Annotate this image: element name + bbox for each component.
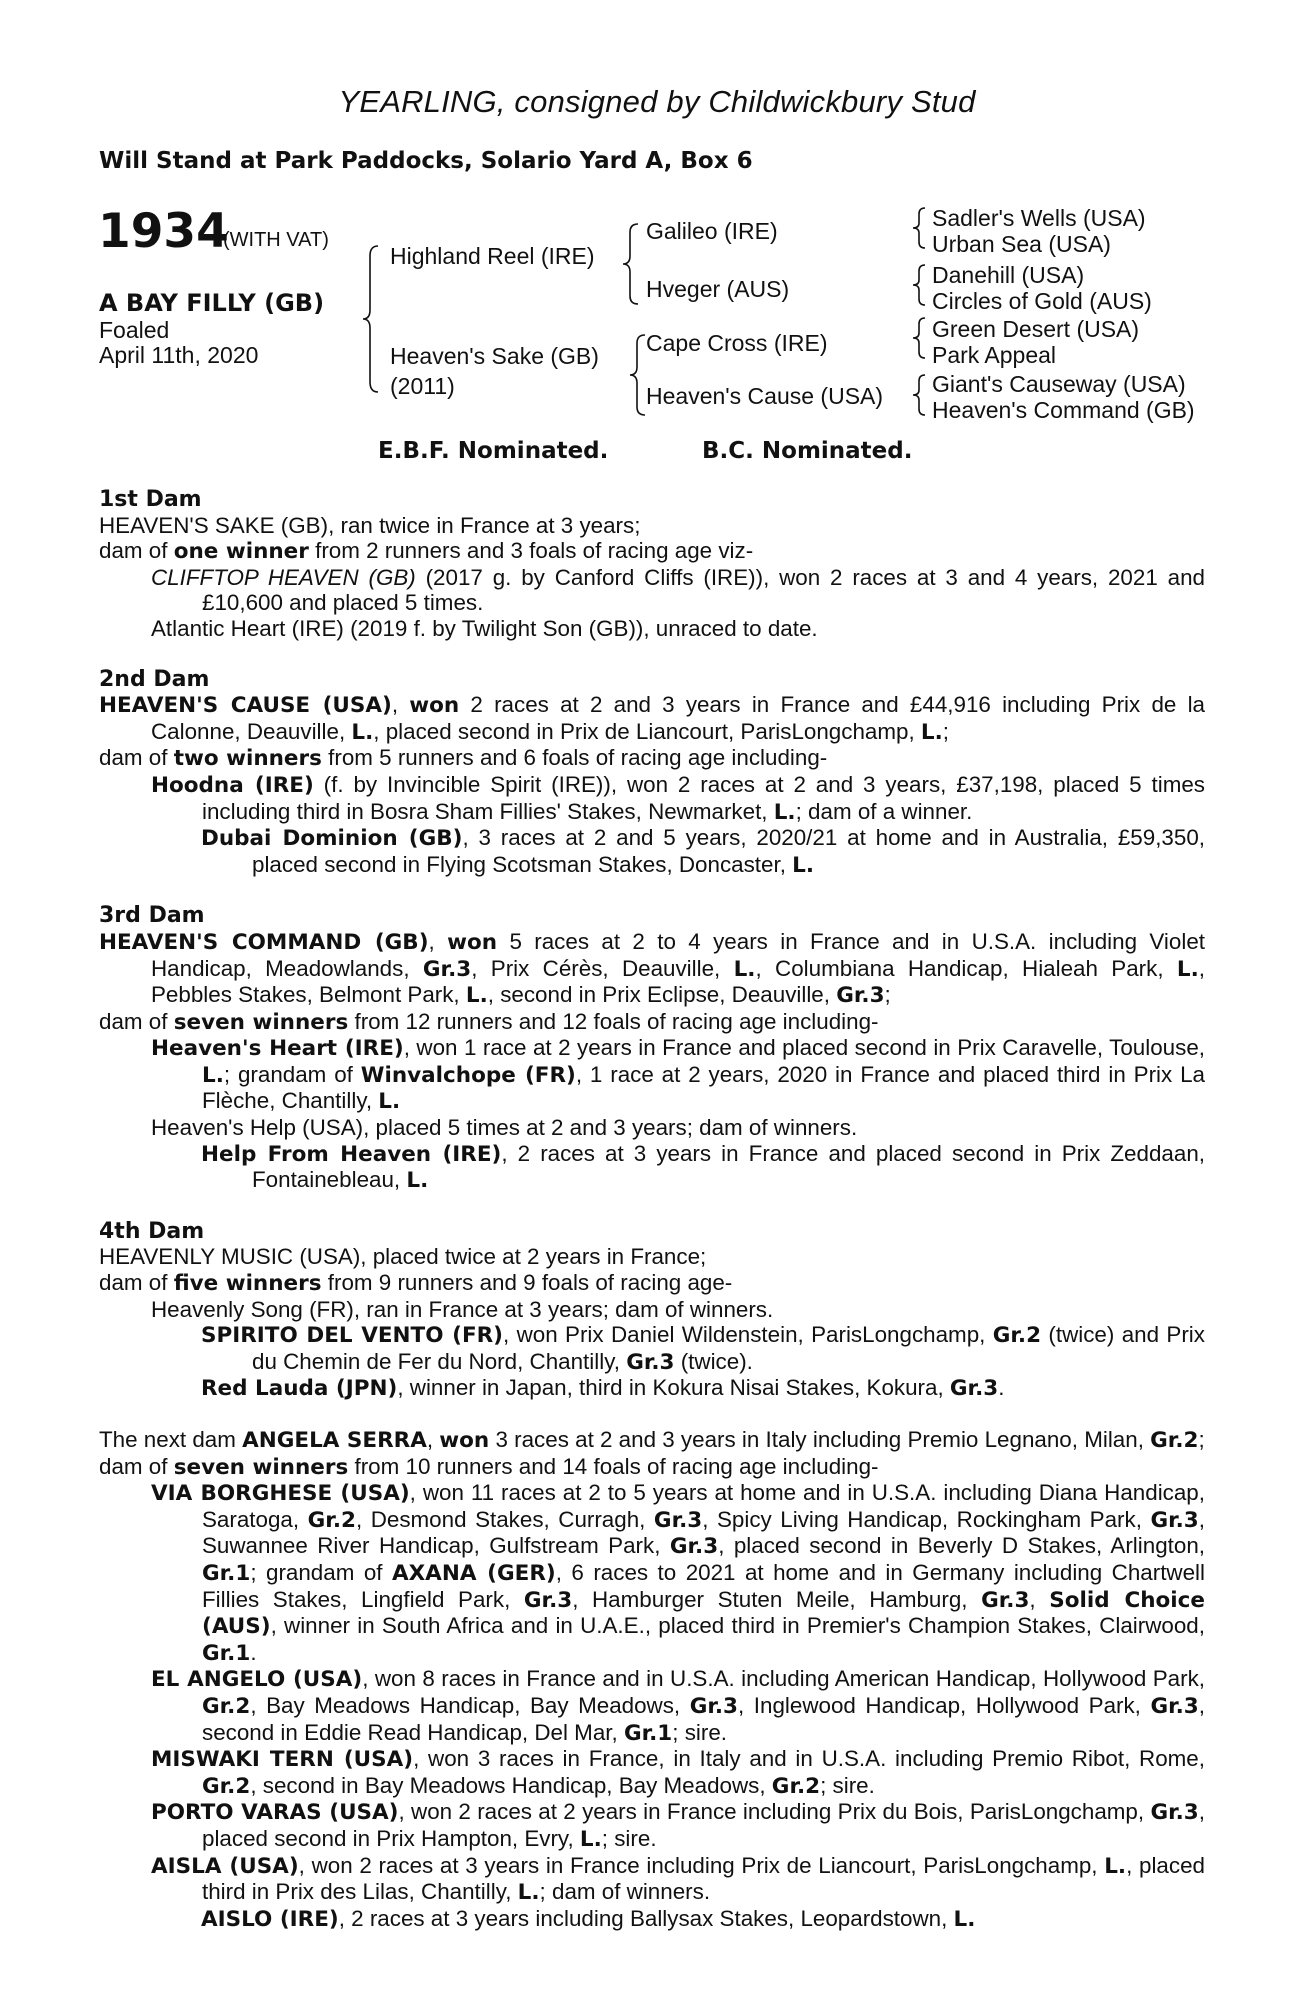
dam-summary: HEAVEN'S CAUSE (USA), won 2 races at 2 and 3 years in France and £44,916 including Prix de la Calonne, Deauville, L., placed second in Prix de Liancourt, ParisLongchamp, L.; <box>99 692 1205 745</box>
fourth-dam-section <box>99 1219 1205 1402</box>
pedigree-brace-main <box>360 244 382 394</box>
produce-entry: Red Lauda (JPN), winner in Japan, third in Kokura Nisai Stakes, Kokura, Gr.3. <box>201 1375 1005 1402</box>
pedigree-dam-sire: Cape Cross (IRE) <box>646 330 828 356</box>
dam-produce-summary: dam of seven winners from 12 runners and 12 foals of racing age including- <box>99 1008 879 1035</box>
produce-entry: Heaven's Help (USA), placed 5 times at 2 and 3 years; dam of winners. <box>151 1115 858 1141</box>
pedigree-ggp-4: Circles of Gold (AUS) <box>932 288 1152 314</box>
pedigree-dam-dam: Heaven's Cause (USA) <box>646 383 884 409</box>
horse-description: A BAY FILLY (GB) <box>99 289 325 317</box>
pedigree-sire-dam: Hveger (AUS) <box>646 276 790 302</box>
dam-summary: The next dam ANGELA SERRA, won 3 races at 2 and 3 years in Italy including Premio Legnano, Milan, Gr.2; <box>99 1427 1205 1453</box>
foaled-date: April 11th, 2020 <box>99 342 259 368</box>
pedigree-brace-gg2 <box>910 263 928 307</box>
produce-entry: Dubai Dominion (GB), 3 races at 2 and 5 years, 2020/21 at home and in Australia, £59,350, placed second in Flying Scotsman Stakes, Doncaster, L. <box>201 825 1205 878</box>
produce-entry: AISLO (IRE), 2 races at 3 years including Ballysax Stakes, Leopardstown, L. <box>201 1905 976 1932</box>
pedigree-brace-gg4 <box>910 373 928 417</box>
dam-summary: HEAVENLY MUSIC (USA), placed twice at 2 years in France; <box>99 1244 707 1270</box>
dam-summary: HEAVEN'S COMMAND (GB), won 5 races at 2 to 4 years in France and in U.S.A. including Violet Handicap, Meadowlands, Gr.3, Prix Cérès, Deauville, L., Columbiana Handicap, Hialeah Park, L., Pebbles Stakes, Belmont Park, L., second in Prix Eclipse, Deauville, Gr.3; <box>99 928 1205 1009</box>
section-heading: 3rd Dam <box>99 903 205 929</box>
stand-location: Will Stand at Park Paddocks, Solario Yard A, Box 6 <box>99 148 753 174</box>
pedigree-brace-sire <box>620 222 642 306</box>
pedigree-brace-gg3 <box>910 316 928 360</box>
pedigree-ggp-6: Park Appeal <box>932 342 1057 368</box>
consignor-heading: YEARLING, consigned by Childwickbury Stud <box>338 84 976 119</box>
produce-entry: MISWAKI TERN (USA), won 3 races in France, in Italy and in U.S.A. including Premio Ribot, Rome, Gr.2, second in Bay Meadows Handicap, Bay Meadows, Gr.2; sire. <box>151 1746 1205 1799</box>
produce-entry: CLIFFTOP HEAVEN (GB) (2017 g. by Canford Cliffs (IRE)), won 2 races at 3 and 4 years, 2021 and £10,600 and placed 5 times. <box>151 564 1205 616</box>
produce-entry: Help From Heaven (IRE), 2 races at 3 years in France and placed second in Prix Zeddaan, Fontainebleau, L. <box>201 1140 1205 1194</box>
pedigree-dam-year: (2011) <box>390 373 455 399</box>
section-heading: 4th Dam <box>99 1218 205 1244</box>
produce-record <box>99 487 1205 1957</box>
dam-summary: HEAVEN'S SAKE (GB), ran twice in France at 3 years; <box>99 512 641 538</box>
produce-entry: Heaven's Heart (IRE), won 1 race at 2 years in France and placed second in Prix Caravelle, Toulouse, L.; grandam of Winvalchope (FR), 1 race at 2 years, 2020 in France and placed third in Prix La Flèche, Chantilly, L. <box>151 1035 1205 1115</box>
lot-number: 1934 <box>98 204 229 259</box>
next-dam-section <box>99 1427 1205 1932</box>
ebf-nomination: E.B.F. Nominated. <box>378 438 609 464</box>
pedigree-ggp-2: Urban Sea (USA) <box>932 231 1111 257</box>
produce-entry: Hoodna (IRE) (f. by Invincible Spirit (IRE)), won 2 races at 2 and 3 years, £37,198, placed 5 times including third in Bosra Sham Fillies' Stakes, Newmarket, L.; dam of a winner. <box>151 771 1205 825</box>
third-dam-section <box>99 903 1205 1194</box>
produce-entry: Heavenly Song (FR), ran in France at 3 years; dam of winners. <box>151 1296 774 1322</box>
dam-produce-summary: dam of seven winners from 10 runners and 14 foals of racing age including- <box>99 1453 879 1480</box>
bc-nomination: B.C. Nominated. <box>702 438 913 464</box>
pedigree-ggp-5: Green Desert (USA) <box>932 316 1140 342</box>
pedigree-sire: Highland Reel (IRE) <box>390 243 595 269</box>
vat-note: (WITH VAT) <box>223 229 329 251</box>
produce-entry: AISLA (USA), won 2 races at 3 years in France including Prix de Liancourt, ParisLongchamp, L., placed third in Prix des Lilas, Chantilly, L.; dam of winners. <box>151 1852 1205 1906</box>
foaled-label: Foaled <box>99 317 170 343</box>
section-heading: 2nd Dam <box>99 666 210 692</box>
produce-entry: VIA BORGHESE (USA), won 11 races at 2 to 5 years at home and in U.S.A. including Diana Handicap, Saratoga, Gr.2, Desmond Stakes, Curragh, Gr.3, Spicy Living Handicap, Rockingham Park, Gr.3, Suwannee River Handicap, Gulfstream Park, Gr.3, placed second in Beverly D Stakes, Arlington, Gr.1; grandam of AXANA (GER), 6 races to 2021 at home and in Germany including Chartwell Fillies Stakes, Lingfield Park, Gr.3, Hamburger Stuten Meile, Hamburg, Gr.3, Solid Choice (AUS), winner in South Africa and in U.A.E., placed third in Premier's Champion Stakes, Clairwood, Gr.1. <box>151 1480 1205 1666</box>
produce-entry: SPIRITO DEL VENTO (FR), won Prix Daniel Wildenstein, ParisLongchamp, Gr.2 (twice) and Prix du Chemin de Fer du Nord, Chantilly, Gr.3 (twice). <box>201 1322 1205 1375</box>
pedigree-brace-gg1 <box>910 206 928 250</box>
pedigree-ggp-7: Giant's Causeway (USA) <box>932 371 1186 397</box>
dam-produce-summary: dam of two winners from 5 runners and 6 foals of racing age including- <box>99 745 828 772</box>
dam-produce-summary: dam of one winner from 2 runners and 3 foals of racing age viz- <box>99 538 754 565</box>
produce-entry: Atlantic Heart (IRE) (2019 f. by Twilight Son (GB)), unraced to date. <box>151 615 818 641</box>
pedigree-dam: Heaven's Sake (GB) <box>390 343 599 369</box>
pedigree-ggp-3: Danehill (USA) <box>932 262 1085 288</box>
produce-entry: EL ANGELO (USA), won 8 races in France and in U.S.A. including American Handicap, Hollywood Park, Gr.2, Bay Meadows Handicap, Bay Meadows, Gr.3, Inglewood Handicap, Hollywood Park, Gr.3, second in Eddie Read Handicap, Del Mar, Gr.1; sire. <box>151 1666 1205 1746</box>
pedigree-ggp-8: Heaven's Command (GB) <box>932 397 1195 423</box>
pedigree-ggp-1: Sadler's Wells (USA) <box>932 205 1146 231</box>
second-dam-section <box>99 667 1205 879</box>
produce-entry: PORTO VARAS (USA), won 2 races at 2 years in France including Prix du Bois, ParisLongchamp, Gr.3, placed second in Prix Hampton, Evry, L.; sire. <box>151 1799 1205 1852</box>
section-heading: 1st Dam <box>99 487 202 512</box>
first-dam-section <box>99 487 1205 642</box>
pedigree-sire-sire: Galileo (IRE) <box>646 218 778 244</box>
dam-produce-summary: dam of five winners from 9 runners and 9 foals of racing age- <box>99 1270 733 1297</box>
